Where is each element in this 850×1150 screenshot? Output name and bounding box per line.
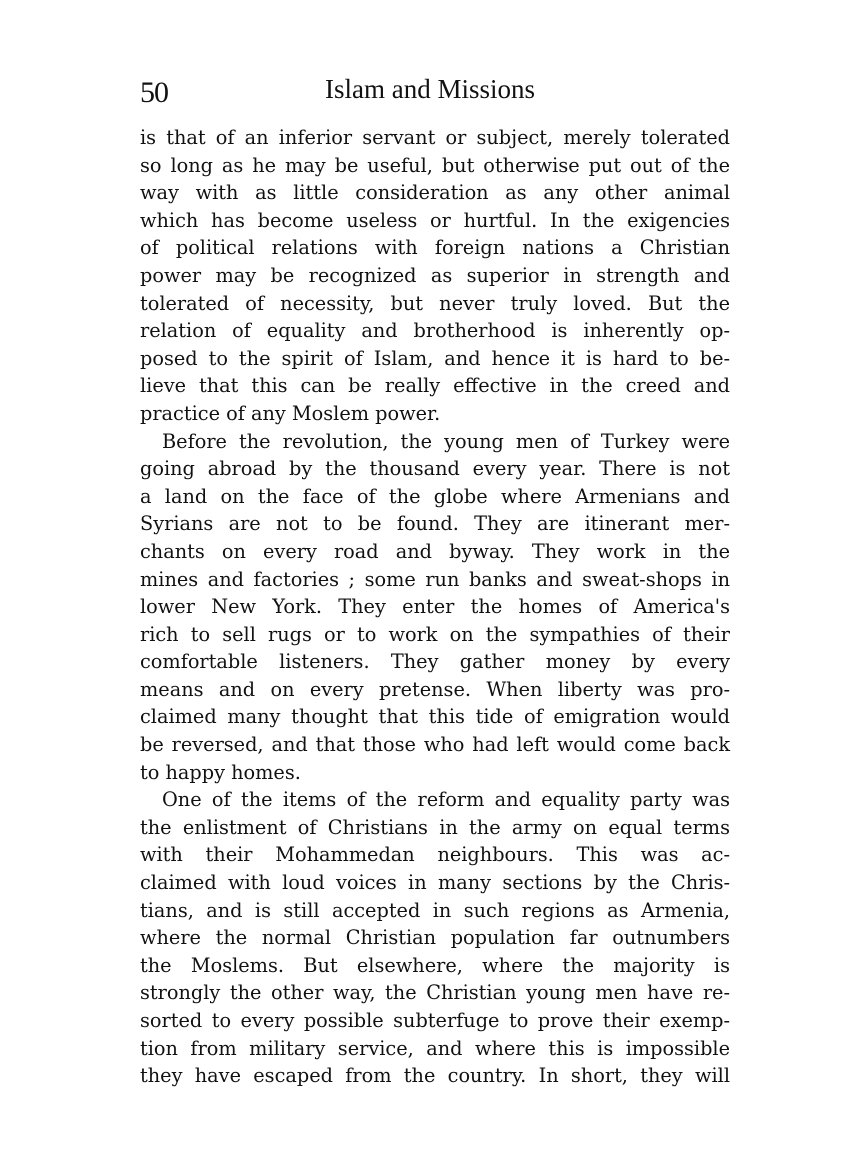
text-line: the enlistment of Christians in the army on equal terms — [140, 815, 730, 839]
text-line: chants on every road and byway. They work in the — [140, 539, 730, 563]
text-line: the Moslems. But elsewhere, where the majority is — [140, 953, 730, 977]
text-line: so long as he may be useful, but otherwise put out of the — [140, 153, 730, 177]
running-head — [140, 74, 730, 114]
text-line: to happy homes. — [140, 760, 301, 784]
text-line: means and on every pretense. When liberty was pro- — [140, 677, 730, 701]
text-line: of political relations with foreign nations a Christian — [140, 236, 730, 260]
text-line: Syrians are not to be found. They are itinerant mer- — [140, 512, 730, 536]
text-line: tolerated of necessity, but never truly loved. But the — [140, 291, 730, 315]
text-line: comfortable listeners. They gather money by every — [140, 650, 730, 674]
paragraph-start-line: Before the revolution, the young men of Turkey were — [162, 429, 730, 453]
text-line: rich to sell rugs or to work on the sympathies of their — [140, 622, 730, 646]
page-number: 50 — [140, 76, 168, 109]
text-line: going abroad by the thousand every year. There is not — [140, 457, 730, 481]
text-line: be reversed, and that those who had left would come back — [140, 733, 730, 757]
text-line: where the normal Christian population far outnumbers — [140, 926, 730, 950]
text-line: claimed many thought that this tide of emigration would — [140, 705, 730, 729]
text-line: is that of an inferior servant or subject, merely tolerated — [140, 126, 730, 149]
text-line: with their Mohammedan neighbours. This was ac- — [140, 843, 730, 867]
paragraph-start-line: One of the items of the reform and equality party was — [162, 788, 730, 812]
text-line: power may be recognized as superior in strength and — [140, 263, 730, 287]
text-line: lower New York. They enter the homes of America's — [140, 595, 730, 619]
text-line: tians, and is still accepted in such regions as Armenia, — [140, 898, 730, 922]
text-line: claimed with loud voices in many sections by the Chris- — [140, 871, 730, 895]
text-line: relation of equality and brotherhood is inherently op- — [140, 319, 730, 343]
body-text — [140, 124, 730, 1090]
text-line: they have escaped from the country. In short, they will — [140, 1064, 730, 1088]
text-line: lieve that this can be really effective in the creed and — [140, 374, 730, 398]
text-line: strongly the other way, the Christian young men have re- — [140, 981, 730, 1005]
text-line: way with as little consideration as any other animal — [140, 181, 730, 205]
text-line: posed to the spirit of Islam, and hence it is hard to be- — [140, 346, 730, 370]
text-line: tion from military service, and where this is impossible — [140, 1036, 730, 1060]
text-line: practice of any Moslem power. — [140, 401, 441, 425]
text-line: which has become useless or hurtful. In the exigencies — [140, 208, 730, 232]
text-line: a land on the face of the globe where Armenians and — [140, 484, 730, 508]
running-title: Islam and Missions — [325, 74, 536, 104]
text-line: sorted to every possible subterfuge to prove their exemp- — [140, 1009, 730, 1032]
text-line: mines and factories ; some run banks and sweat-shops in — [140, 567, 730, 591]
